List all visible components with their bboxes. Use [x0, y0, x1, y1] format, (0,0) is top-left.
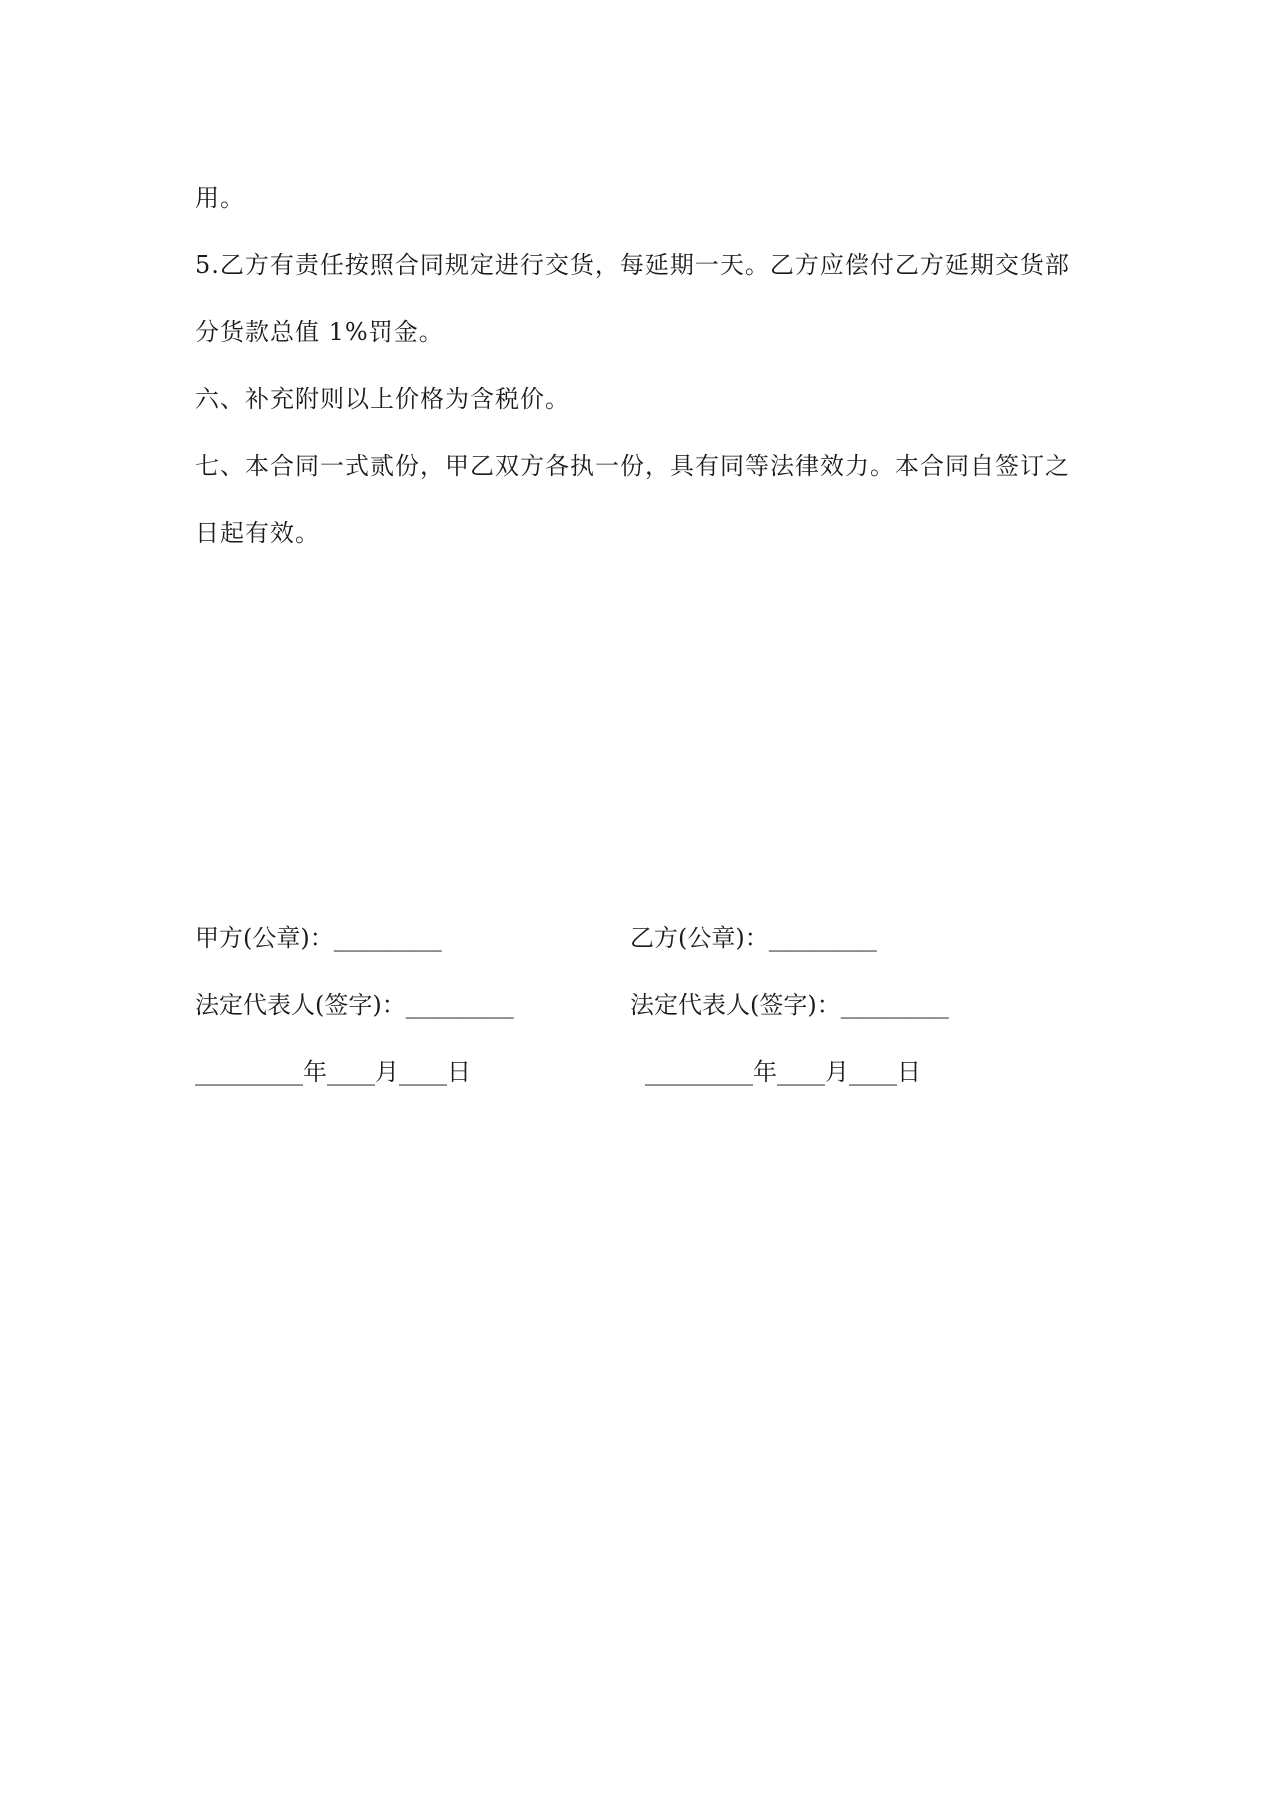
party-a-date: _________年____月____日 [195, 1058, 471, 1086]
paragraph-line: 七、本合同一式贰份，甲乙双方各执一份，具有同等法律效力。本合同自签订之 [195, 452, 1070, 480]
paragraph-line: 5.乙方有责任按照合同规定进行交货，每延期一天。乙方应偿付乙方延期交货部 [195, 251, 1070, 279]
seal-row [195, 905, 1095, 972]
paragraph-line: 日起有效。 [195, 519, 320, 547]
signature-block [195, 905, 1095, 1106]
party-b-representative: 法定代表人(签字)：_________ [630, 991, 949, 1019]
paragraph-line: 分货款总值 1%罚金。 [195, 318, 444, 346]
contract-body [195, 165, 1095, 567]
paragraph-line: 用。 [195, 184, 245, 212]
party-b-date: _________年____月____日 [645, 1058, 921, 1086]
party-a-seal: 甲方(公章)：_________ [195, 924, 442, 952]
party-b-seal: 乙方(公章)：_________ [630, 924, 877, 952]
party-a-representative: 法定代表人(签字)：_________ [195, 991, 514, 1019]
representative-row [195, 972, 1095, 1039]
paragraph-line: 六、补充附则以上价格为含税价。 [195, 385, 570, 413]
date-row [195, 1039, 1095, 1106]
